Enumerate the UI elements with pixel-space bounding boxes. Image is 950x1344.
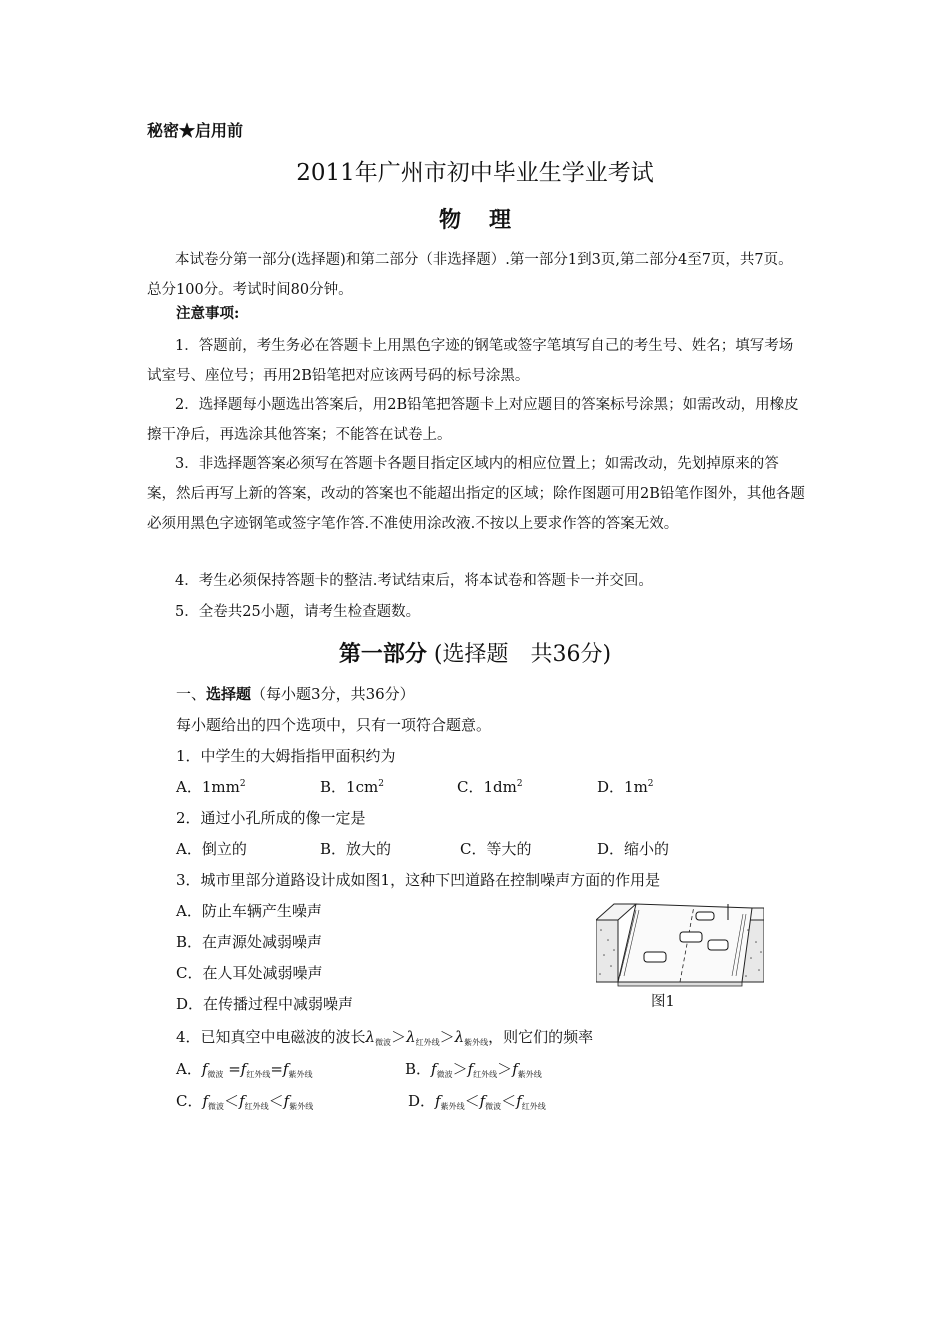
sub-micro: 微波: [208, 1102, 225, 1111]
lt-symbol: ＜: [268, 1092, 284, 1110]
q2-option-a: A．倒立的: [176, 840, 247, 858]
eq-symbol: =: [270, 1060, 283, 1078]
q3-stem: 3．城市里部分道路设计成如图1，这种下凹道路在控制噪声方面的作用是: [176, 871, 661, 889]
q1-a-text: A．1mm: [176, 778, 240, 796]
lt-symbol: ＜: [224, 1092, 240, 1110]
lambda-symbol: λ: [454, 1028, 465, 1046]
q1-option-a: [176, 776, 246, 797]
q1-a-exp: 2: [239, 779, 246, 789]
q1-c-exp: 2: [516, 779, 523, 789]
sub-micro: 微波: [375, 1038, 392, 1047]
q4-label-a: A．: [176, 1060, 202, 1078]
q4-option-a: [176, 1058, 312, 1080]
q1-d-exp: 2: [647, 779, 654, 789]
note-item-5: 5．全卷共25小题，请考生检查题数。: [175, 604, 421, 620]
gt-symbol: ＞: [391, 1028, 407, 1046]
gt-symbol: ＞: [497, 1060, 513, 1078]
sub-uv: 紫外线: [440, 1102, 465, 1111]
sub-ir: 红外线: [521, 1102, 546, 1111]
q2-option-d: D．缩小的: [597, 840, 670, 858]
part1-heading-rest: (选择题 共36分): [426, 642, 612, 667]
gt-symbol: ＞: [452, 1060, 468, 1078]
q1-option-c: [457, 776, 523, 797]
f-symbol: f: [202, 1092, 209, 1110]
section-instruction: 每小题给出的四个选项中，只有一项符合题意。: [176, 716, 492, 734]
f-symbol: f: [516, 1092, 522, 1110]
sub-ir: 红外线: [415, 1038, 440, 1047]
sub-micro: 微波: [436, 1070, 453, 1079]
note-item-2: 2．选择题每小题选出答案后，用2B铅笔把答题卡上对应题目的答案标号涂黑；如需改动，用橡皮擦干净后，再选涂其他答案；不能答在试卷上。: [147, 397, 799, 443]
sub-micro: 微波: [485, 1102, 502, 1111]
sub-uv: 紫外线: [517, 1070, 542, 1079]
f-symbol: f: [431, 1060, 437, 1078]
sub-ir: 红外线: [244, 1102, 269, 1111]
section-heading: [176, 683, 415, 704]
q4-label-d: D．: [408, 1092, 436, 1110]
section-rest: （每小题3分，共36分）: [251, 685, 415, 703]
q1-b-text: B．1cm: [320, 778, 379, 796]
f-symbol: f: [512, 1060, 518, 1078]
sub-micro: 微波: [207, 1070, 224, 1079]
sunken-road-figure: [596, 900, 764, 988]
note-item-3: 3．非选择题答案必须写在答题卡各题目指定区域内的相应位置上；如需改动，先划掉原来的答案，然后再写上新的答案，改动的答案也不能超出指定的区域；除作图题可用2B铅笔作图外，其他各题必须用黑色字迹钢笔或签字笔作答.不准使用涂改液.不按以上要求作答的答案无效。: [147, 456, 805, 532]
f-symbol: f: [479, 1092, 486, 1110]
f-symbol: f: [435, 1092, 441, 1110]
lt-symbol: ＜: [501, 1092, 517, 1110]
q1-d-text: D．1m: [597, 778, 648, 796]
q1-c-text: C．1dm: [457, 778, 517, 796]
f-symbol: f: [201, 1060, 208, 1078]
q1-stem: 1．中学生的大姆指指甲面积约为: [176, 747, 396, 765]
q4-stem: [176, 1026, 593, 1048]
q4-stem-post: ，则它们的频率: [488, 1028, 594, 1046]
f-symbol: f: [467, 1060, 474, 1078]
eq-symbol: =: [228, 1060, 241, 1078]
sub-ir: 红外线: [246, 1070, 271, 1079]
sub-uv: 紫外线: [464, 1038, 489, 1047]
lambda-symbol: λ: [406, 1028, 416, 1046]
note-item-4: 4．考生必须保持答题卡的整洁.考试结束后，将本试卷和答题卡一并交回。: [175, 573, 653, 589]
f-symbol: f: [239, 1092, 245, 1110]
q1-option-d: [597, 776, 654, 797]
q4-option-c: [176, 1090, 313, 1112]
q4-label-c: C．: [176, 1092, 203, 1110]
f-symbol: f: [282, 1060, 289, 1078]
q2-stem: 2．通过小孔所成的像一定是: [176, 809, 366, 827]
intro-paragraph: 本试卷分第一部分(选择题)和第二部分（非选择题）.第一部分1到3页,第二部分4至7页，共7页。总分100分。考试时间80分钟。: [147, 252, 793, 298]
part1-heading: [0, 637, 950, 668]
q2-option-b: B．放大的: [320, 840, 392, 858]
q4-option-d: [408, 1090, 546, 1112]
q3-option-b: B．在声源处减弱噪声: [176, 933, 323, 951]
sub-uv: 紫外线: [288, 1070, 313, 1079]
q1-b-exp: 2: [378, 779, 384, 789]
q4-option-b: [405, 1058, 542, 1080]
section-bold: 选择题: [206, 685, 252, 703]
note-item-1: 1．答题前，考生务必在答题卡上用黑色字迹的钢笔或签字笔填写自己的考生号、姓名；填写考场试室号、座位号；再用2B铅笔把对应该两号码的标号涂黑。: [147, 338, 794, 384]
sub-ir: 红外线: [473, 1070, 498, 1079]
q3-option-d: D．在传播过程中减弱噪声: [176, 995, 354, 1013]
figure-caption: 图1: [651, 994, 675, 1010]
lt-symbol: ＜: [464, 1092, 480, 1110]
subject-title: 物理: [438, 207, 539, 233]
secret-mark: 秘密★启用前: [147, 121, 244, 140]
q1-option-b: [320, 776, 384, 797]
lambda-symbol: λ: [365, 1028, 376, 1046]
q4-stem-pre: 4．已知真空中电磁波的波长: [176, 1028, 366, 1046]
gt-symbol: ＞: [439, 1028, 455, 1046]
q3-option-c: C．在人耳处减弱噪声: [176, 964, 323, 982]
q4-label-b: B．: [405, 1060, 432, 1078]
section-prefix: 一、: [176, 685, 207, 703]
q3-option-a: A．防止车辆产生噪声: [176, 902, 322, 920]
sub-uv: 紫外线: [289, 1102, 314, 1111]
f-symbol: f: [283, 1092, 290, 1110]
part1-heading-bold: 第一部分: [338, 641, 427, 667]
f-symbol: f: [240, 1060, 247, 1078]
exam-title: 2011年广州市初中毕业生学业考试: [296, 160, 654, 186]
q2-option-c: C．等大的: [460, 840, 532, 858]
notes-heading: 注意事项:: [176, 305, 240, 322]
